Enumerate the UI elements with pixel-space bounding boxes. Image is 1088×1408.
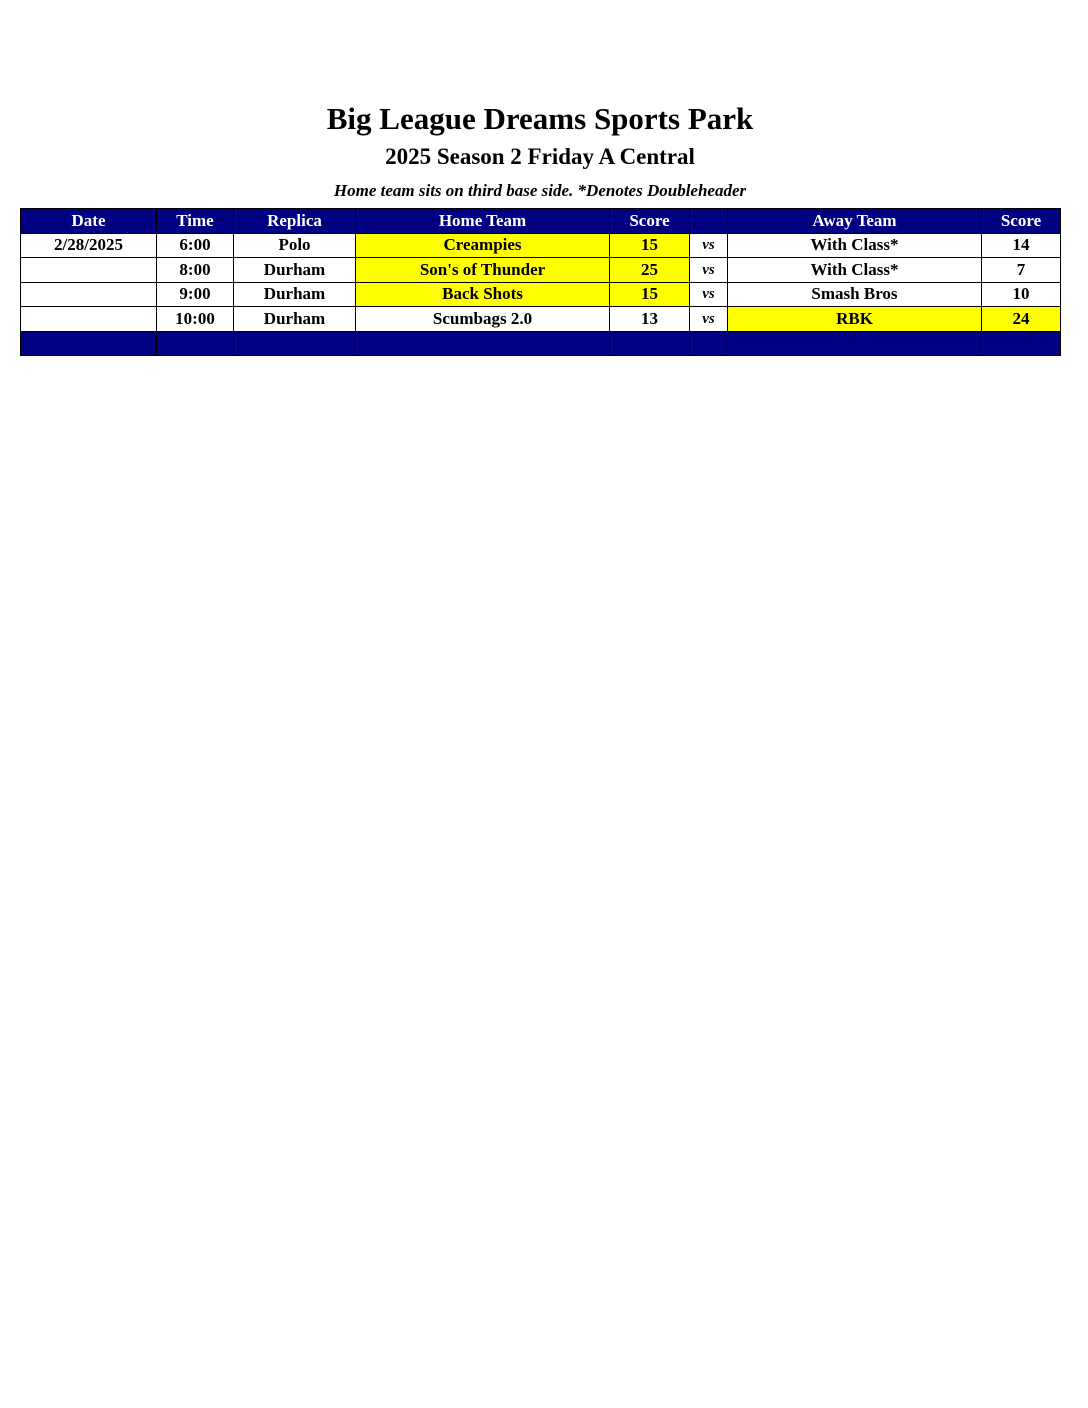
- table-row: [21, 307, 1061, 332]
- footer-cell: [21, 331, 157, 356]
- time-cell: 8:00: [157, 258, 234, 283]
- time-cell: 6:00: [157, 233, 234, 258]
- date-cell: [21, 282, 157, 307]
- column-header-home-score: Score: [610, 209, 690, 234]
- column-header-replica: Replica: [234, 209, 356, 234]
- footer-cell: [982, 331, 1061, 356]
- footer-cell: [356, 331, 610, 356]
- away-team-cell: RBK: [728, 307, 982, 332]
- table-row: [21, 282, 1061, 307]
- time-cell: 9:00: [157, 282, 234, 307]
- date-cell: [21, 258, 157, 283]
- home-score-cell: 25: [610, 258, 690, 283]
- home-team-cell: Scumbags 2.0: [356, 307, 610, 332]
- home-score-cell: 15: [610, 282, 690, 307]
- footer-cell: [610, 331, 690, 356]
- column-header-time: Time: [157, 209, 234, 234]
- away-score-cell: 7: [982, 258, 1061, 283]
- column-header-home-team: Home Team: [356, 209, 610, 234]
- vs-cell: vs: [690, 233, 728, 258]
- column-header-away-score: Score: [982, 209, 1061, 234]
- table-footer-row: [21, 331, 1061, 356]
- vs-cell: vs: [690, 307, 728, 332]
- replica-cell: Durham: [234, 282, 356, 307]
- away-score-cell: 24: [982, 307, 1061, 332]
- table-row: [21, 233, 1061, 258]
- time-cell: 10:00: [157, 307, 234, 332]
- date-cell: [21, 307, 157, 332]
- vs-cell: vs: [690, 258, 728, 283]
- home-score-cell: 13: [610, 307, 690, 332]
- page-subtitle: 2025 Season 2 Friday A Central: [385, 144, 695, 169]
- column-header-vs: [690, 209, 728, 234]
- footer-cell: [728, 331, 982, 356]
- column-header-away-team: Away Team: [728, 209, 982, 234]
- away-score-cell: 14: [982, 233, 1061, 258]
- home-team-cell: Son's of Thunder: [356, 258, 610, 283]
- page-title: Big League Dreams Sports Park: [326, 101, 754, 136]
- replica-cell: Polo: [234, 233, 356, 258]
- schedule-table: [20, 208, 1061, 356]
- home-team-cell: Creampies: [356, 233, 610, 258]
- away-team-cell: With Class*: [728, 233, 982, 258]
- doubleheader-note: Home team sits on third base side. *Denotes Doubleheader: [333, 181, 747, 200]
- column-header-date: Date: [21, 209, 157, 234]
- footer-cell: [690, 331, 728, 356]
- home-score-cell: 15: [610, 233, 690, 258]
- replica-cell: Durham: [234, 307, 356, 332]
- away-score-cell: 10: [982, 282, 1061, 307]
- away-team-cell: With Class*: [728, 258, 982, 283]
- footer-cell: [234, 331, 356, 356]
- header-row: [21, 209, 1061, 234]
- home-team-cell: Back Shots: [356, 282, 610, 307]
- table-row: [21, 258, 1061, 283]
- date-cell: 2/28/2025: [21, 233, 157, 258]
- footer-cell: [157, 331, 234, 356]
- away-team-cell: Smash Bros: [728, 282, 982, 307]
- replica-cell: Durham: [234, 258, 356, 283]
- vs-cell: vs: [690, 282, 728, 307]
